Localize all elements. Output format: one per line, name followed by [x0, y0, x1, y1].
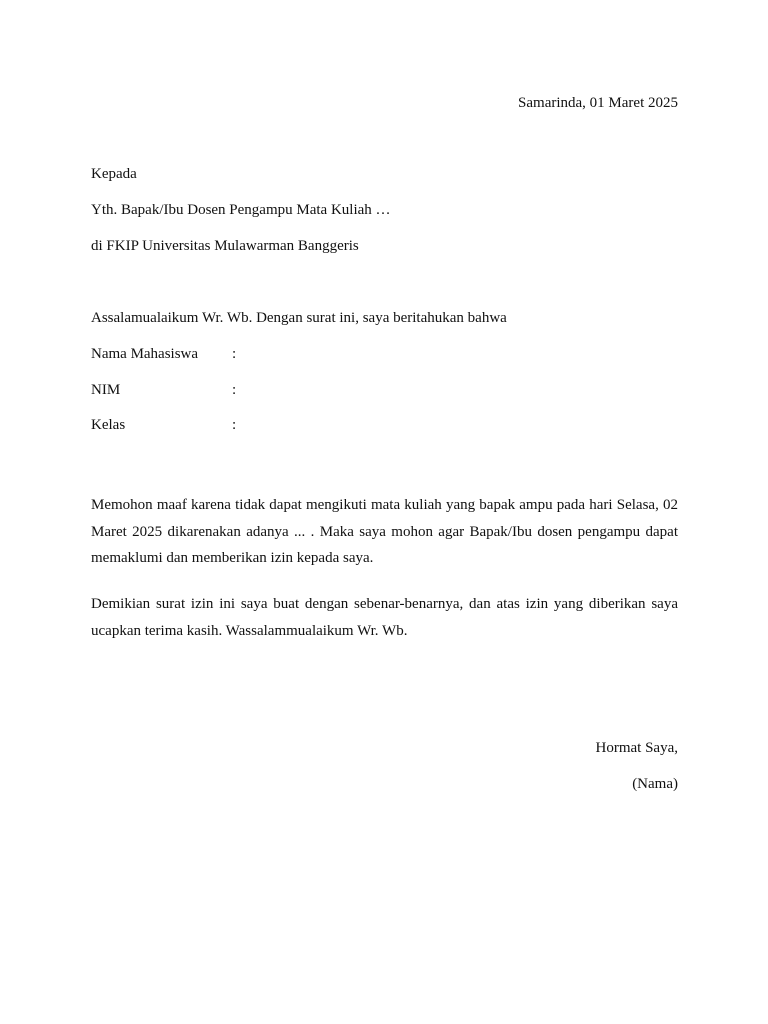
- field-separator-kelas: :: [232, 417, 237, 433]
- recipient-location: di FKIP Universitas Mulawarman Banggeris: [91, 238, 359, 254]
- field-label-kelas: Kelas: [91, 417, 126, 433]
- field-separator-nama: :: [232, 346, 237, 362]
- signature-name: (Nama): [632, 776, 678, 792]
- body-paragraph-request: Memohon maaf karena tidak dapat mengikuti mata kuliah yang bapak ampu pada hari Selasa, 02 Maret 2025 dikarenakan adanya ... . Maka saya mohon agar Bapak/Ibu dosen pengampu dapat memaklumi dan memberikan izin kepada saya.: [91, 497, 678, 566]
- recipient-addressee: Yth. Bapak/Ibu Dosen Pengampu Mata Kuliah …: [91, 202, 391, 218]
- opening-line: Assalamualaikum Wr. Wb. Dengan surat ini, saya beritahukan bahwa: [91, 310, 507, 326]
- place-date: Samarinda, 01 Maret 2025: [518, 95, 678, 111]
- closing-greeting: Hormat Saya,: [595, 740, 678, 756]
- field-label-nim: NIM: [91, 382, 121, 398]
- field-label-nama: Nama Mahasiswa: [91, 346, 199, 362]
- body-paragraph-closing: Demikian surat izin ini saya buat dengan sebenar-benarnya, dan atas izin yang diberikan saya ucapkan terima kasih. Wassalammualaikum Wr. Wb.: [91, 596, 678, 639]
- recipient-salutation: Kepada: [91, 166, 137, 182]
- field-separator-nim: :: [232, 382, 237, 398]
